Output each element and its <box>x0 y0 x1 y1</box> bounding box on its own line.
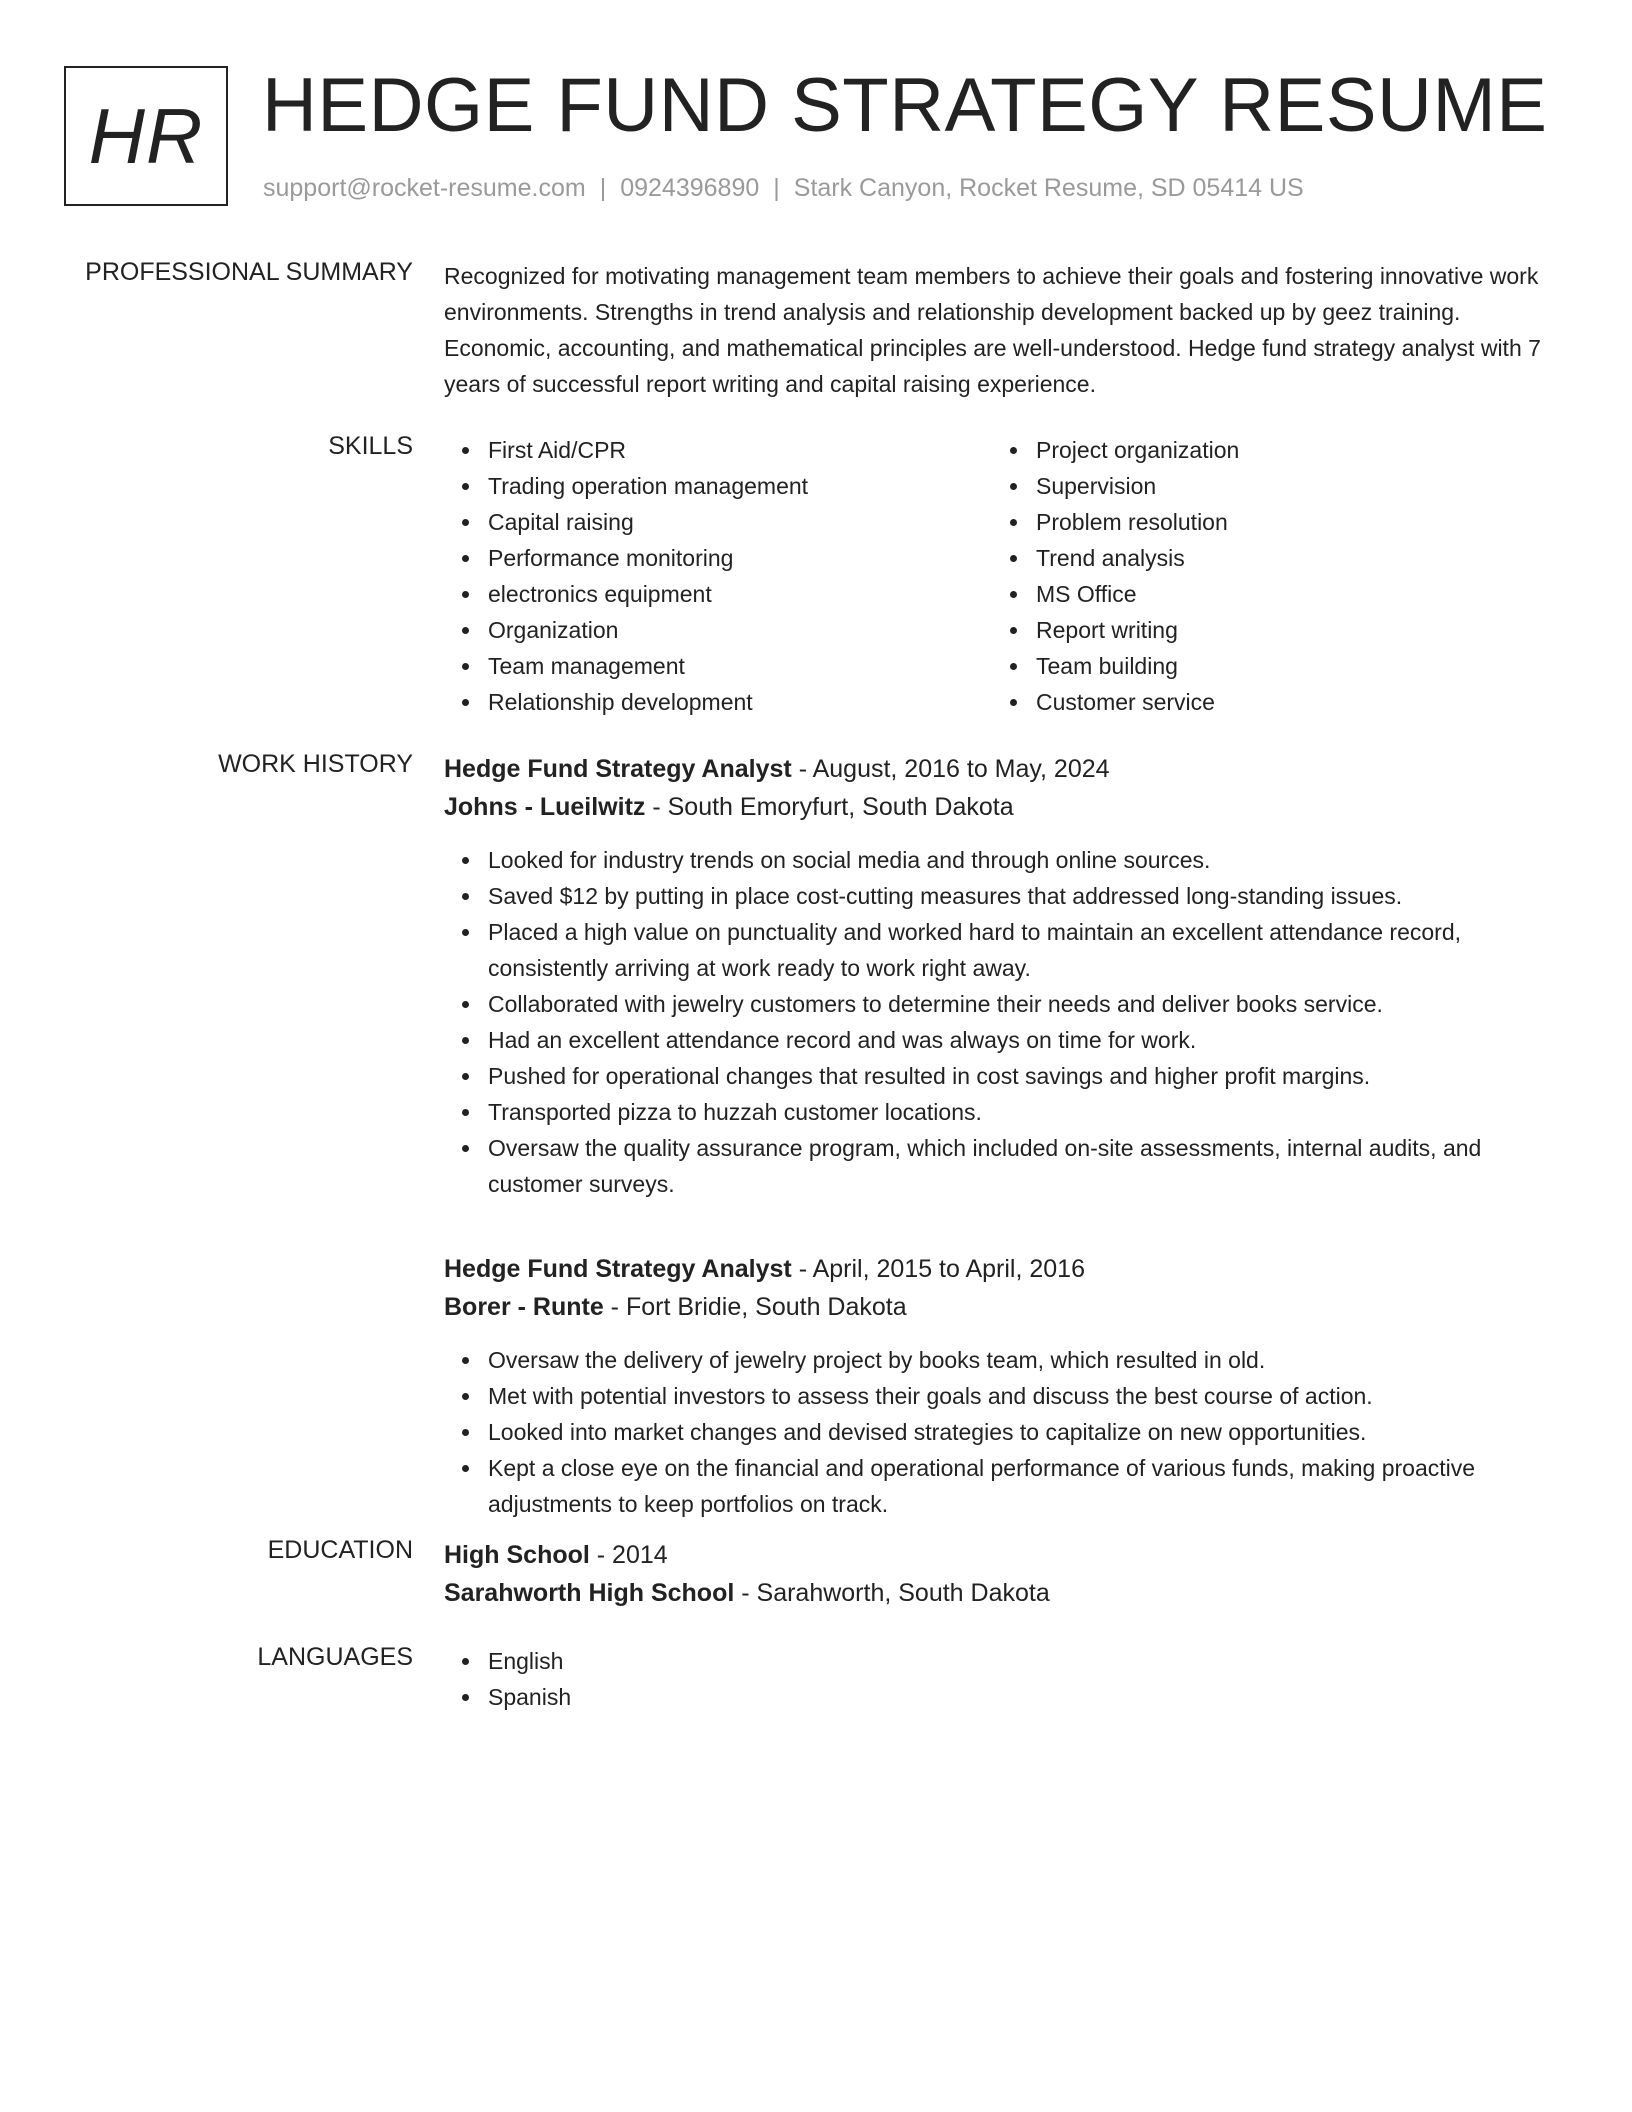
education-school-line <box>444 1574 1564 1612</box>
education-year: - 2014 <box>589 1541 668 1569</box>
skill-item: Relationship development <box>488 684 992 720</box>
resume-header <box>64 63 1564 210</box>
skill-item: Team building <box>1036 648 1540 684</box>
skill-item: Capital raising <box>488 504 992 540</box>
job-bullet: Kept a close eye on the financial and operational performance of various funds, making proactive adjustments to keep portfolios on track. <box>488 1450 1564 1522</box>
contact-address: Stark Canyon, Rocket Resume, SD 05414 US <box>793 174 1304 202</box>
education-location: - Sarahworth, South Dakota <box>734 1579 1050 1607</box>
job-entry <box>444 1250 1564 1522</box>
education-school: Sarahworth High School <box>444 1579 735 1607</box>
skills-grid <box>444 432 1564 720</box>
summary-heading: PROFESSIONAL SUMMARY <box>85 258 413 286</box>
job-bullet: Transported pizza to huzzah customer locations. <box>488 1094 1564 1130</box>
skill-item: Team management <box>488 648 992 684</box>
job-bullet: Pushed for operational changes that resulted in cost savings and higher profit margins. <box>488 1058 1564 1094</box>
job-bullet: Had an excellent attendance record and was always on time for work. <box>488 1022 1564 1058</box>
skills-list-left <box>444 432 992 720</box>
skill-item: Performance monitoring <box>488 540 992 576</box>
job-bullet: Oversaw the quality assurance program, which included on-site assessments, internal audits, and customer surveys. <box>488 1130 1564 1202</box>
job-bullets <box>444 1342 1564 1522</box>
skill-item: First Aid/CPR <box>488 432 992 468</box>
job-bullet: Met with potential investors to assess their goals and discuss the best course of action. <box>488 1378 1564 1414</box>
job-bullet: Looked for industry trends on social media and through online sources. <box>488 842 1564 878</box>
resume-title: HEDGE FUND STRATEGY RESUME <box>262 63 1548 148</box>
job-bullets <box>444 842 1564 1202</box>
job-title: Hedge Fund Strategy Analyst <box>444 1255 792 1283</box>
language-item: English <box>488 1643 1564 1679</box>
job-bullet: Placed a high value on punctuality and worked hard to maintain an excellent attendance record, consistently arriving at work ready to work right away. <box>488 914 1564 986</box>
summary-text: Recognized for motivating management team members to achieve their goals and fostering innovative work environments. Strengths in trend analysis and relationship development backed up by geez training. Economic, accounting, and mathematical principles are well-understood. Hedge fund strategy analyst with 7 years of successful report writing and capital raising experience. <box>444 263 1541 397</box>
job-company-line <box>444 788 1564 826</box>
job-dates: - August, 2016 to May, 2024 <box>791 755 1110 783</box>
education-heading: EDUCATION <box>267 1536 413 1564</box>
job-location: - Fort Bridie, South Dakota <box>603 1293 907 1321</box>
job-bullet: Saved $12 by putting in place cost-cutting measures that addressed long-standing issues. <box>488 878 1564 914</box>
job-company: Borer - Runte <box>444 1293 604 1321</box>
contact-separator: | <box>599 174 607 202</box>
skills-body <box>444 432 1564 720</box>
job-bullet: Collaborated with jewelry customers to determine their needs and deliver books service. <box>488 986 1564 1022</box>
contact-line <box>263 174 1304 203</box>
job-title-line <box>444 750 1564 788</box>
summary-body <box>444 258 1564 402</box>
skill-item: Trading operation management <box>488 468 992 504</box>
job-bullet: Looked into market changes and devised strategies to capitalize on new opportunities. <box>488 1414 1564 1450</box>
contact-phone: 0924396890 <box>620 174 760 202</box>
job-location: - South Emoryfurt, South Dakota <box>645 793 1014 821</box>
skill-item: electronics equipment <box>488 576 992 612</box>
skills-list-right <box>992 432 1540 720</box>
job-company-line <box>444 1288 1564 1326</box>
work-history-body <box>444 750 1564 1570</box>
job-dates: - April, 2015 to April, 2016 <box>791 1255 1085 1283</box>
language-item: Spanish <box>488 1679 1564 1715</box>
skills-column-left <box>444 432 992 720</box>
skill-item: Supervision <box>1036 468 1540 504</box>
monogram-badge: HR <box>64 66 228 206</box>
skill-item: MS Office <box>1036 576 1540 612</box>
languages-heading: LANGUAGES <box>257 1643 413 1671</box>
education-degree: High School <box>444 1541 590 1569</box>
skill-item: Customer service <box>1036 684 1540 720</box>
job-title-line <box>444 1250 1564 1288</box>
skill-item: Project organization <box>1036 432 1540 468</box>
job-title: Hedge Fund Strategy Analyst <box>444 755 792 783</box>
job-entry <box>444 750 1564 1202</box>
education-body <box>444 1536 1564 1612</box>
job-bullet: Oversaw the delivery of jewelry project by books team, which resulted in old. <box>488 1342 1564 1378</box>
skill-item: Trend analysis <box>1036 540 1540 576</box>
education-degree-line <box>444 1536 1564 1574</box>
languages-list <box>444 1643 1564 1715</box>
contact-email: support@rocket-resume.com <box>263 174 586 202</box>
skills-heading: SKILLS <box>328 432 413 460</box>
contact-separator: | <box>773 174 780 202</box>
skill-item: Report writing <box>1036 612 1540 648</box>
languages-body <box>444 1643 1564 1715</box>
skills-column-right <box>992 432 1540 720</box>
skill-item: Organization <box>488 612 992 648</box>
skill-item: Problem resolution <box>1036 504 1540 540</box>
job-company: Johns - Lueilwitz <box>444 793 646 821</box>
work-history-heading: WORK HISTORY <box>218 750 413 778</box>
